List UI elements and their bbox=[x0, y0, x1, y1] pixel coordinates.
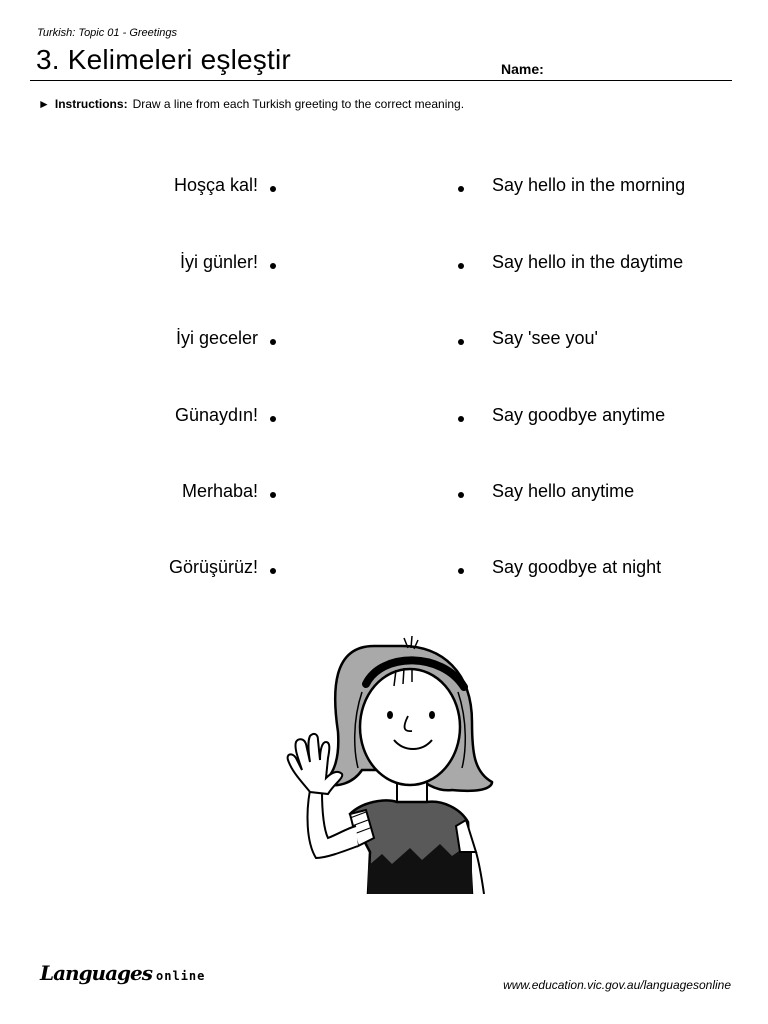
arrow-right-icon: ► bbox=[38, 97, 50, 111]
meaning-dot[interactable] bbox=[458, 339, 464, 345]
meaning-dot[interactable] bbox=[458, 568, 464, 574]
instructions-label: Instructions: bbox=[54, 97, 128, 111]
meaning-text: Say 'see you' bbox=[492, 328, 598, 348]
waving-girl-illustration bbox=[262, 632, 502, 894]
footer-url[interactable]: www.education.vic.gov.au/languagesonline bbox=[503, 978, 731, 992]
match-row bbox=[0, 328, 768, 352]
meaning-dot[interactable] bbox=[458, 416, 464, 422]
header-divider bbox=[30, 80, 732, 81]
languages-online-logo bbox=[40, 961, 206, 991]
greeting-dot[interactable] bbox=[270, 416, 276, 422]
match-row bbox=[0, 405, 768, 429]
instructions bbox=[38, 97, 464, 111]
meaning-dot[interactable] bbox=[458, 263, 464, 269]
meaning-text: Say hello in the daytime bbox=[492, 252, 684, 272]
topic-label: Turkish: Topic 01 - Greetings bbox=[37, 27, 178, 39]
greeting-text: Günaydın! bbox=[174, 405, 258, 425]
greeting-text: Görüşürüz! bbox=[168, 557, 258, 577]
logo-main-text: Languages bbox=[40, 961, 153, 985]
instructions-text: Draw a line from each Turkish greeting to the correct meaning. bbox=[132, 97, 465, 111]
meaning-text: Say hello in the morning bbox=[492, 175, 686, 195]
meaning-dot[interactable] bbox=[458, 186, 464, 192]
meaning-text: Say hello anytime bbox=[492, 481, 635, 501]
meaning-dot[interactable] bbox=[458, 492, 464, 498]
match-row bbox=[0, 557, 768, 581]
logo-sub-text: online bbox=[156, 969, 206, 983]
greeting-dot[interactable] bbox=[270, 263, 276, 269]
page-title: 3. Kelimeleri eşleştir bbox=[36, 44, 291, 75]
greeting-dot[interactable] bbox=[270, 568, 276, 574]
greeting-text: Merhaba! bbox=[181, 481, 258, 501]
greeting-dot[interactable] bbox=[270, 339, 276, 345]
greeting-dot[interactable] bbox=[270, 492, 276, 498]
greeting-text: İyi günler! bbox=[179, 252, 258, 272]
match-row bbox=[0, 252, 768, 276]
meaning-text: Say goodbye anytime bbox=[492, 405, 666, 425]
match-row bbox=[0, 175, 768, 199]
name-label: Name: bbox=[501, 61, 544, 77]
greeting-text: İyi geceler bbox=[175, 328, 258, 348]
match-row bbox=[0, 481, 768, 505]
greeting-dot[interactable] bbox=[270, 186, 276, 192]
greeting-text: Hoşça kal! bbox=[173, 175, 258, 195]
meaning-text: Say goodbye at night bbox=[492, 557, 662, 577]
